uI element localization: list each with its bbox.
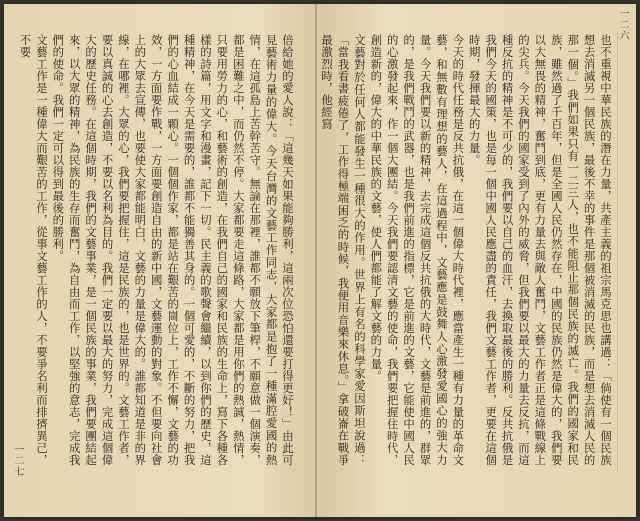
left-page [4, 4, 320, 517]
book-gutter [315, 4, 317, 517]
margin-rule [617, 32, 618, 472]
left-page-number: 一二七 [12, 444, 23, 477]
right-page [320, 4, 636, 517]
book-spread [4, 4, 636, 517]
left-page-text: 倍給她的愛人說：「這幾天如果能夠勝利，這兩次位恐怕還要打得更好！」由此可見藝術力量的偉大。今天台灣的文藝工作同志，大家都是抱了一種滿腔愛國的熱情，在這孤島上苦幹苦守。無論在那裡，誰都不願放下筆桿，不願意做一個演奏，都是困難之中，而仍然不停。大家都要走這條路，大家都是用你們的熱誠，熱情，只要用勞力的心，和藝術的創造，在我們自己的國家和民族的生命上，寫下各種各樣的詩篇，用文字和漫畫，記下一切。民主義的歌聲會繼續，以到你們的歷史，這種精神，在今天是需要的，誰都不能獨善其身的。一個可愛的，不斷的努力，把我們的心血結成一顆心。一個個作家，都是站在艱苦的崗位上，工作不懈，文藝的功效，一方面要作戰，一方面要創造自由的新中國，文藝運動的對象。不但要向社會上的大眾去宣傳，也要使大家都能明白，文藝的力量是偉大的。誰都知道是非的界線，在哪裡。大眾的心，我們要把握住，這是民族的，也是世界的。文藝工作者，要以真誠的心去創造，不要以名利為目的。我們一定要以最大的努力，完成這個偉大的歷史任務。在這個時期，我們的文藝事業，是一個民族的事業，我們要團結起來，以大眾的精神，為民族的生存而奮鬥，為自由而工作，以堅強的意志，完成我們的使命。我們一定可以得到最後的勝利。 文藝工作是一種偉大而艱苦的工作，從事文藝工作的人，不要爭名利而排擠異己，不要 [18, 34, 295, 466]
right-page-number: 一二六 [617, 8, 628, 41]
right-page-text: 也不重視中華民族的潛在力量，共產主義的祖宗馬克思也講過：「倘使有一個民族想去消滅另一個民族，最後不幸的事件是那個被消滅的民族，而是想去消滅人民的那一個。」我們如果只有一二三人，也不能阻止那個民族的滅亡。我們的國家和民族，雖然過了千百年，但是全國人民仍然存在，中國的民族仍然是偉大的，我們要以大無畏的精神，奮鬥到底，更有力量去與敵人奮鬥，文藝工作者正是這條戰線上的尖兵。今天我們的國家受到了內外的威脅，但我們要以最大的力量去反抗，而這種反抗的精神是不可少的，我們要以自己的血汗，去換取最後的勝利。反共抗俄是我們今天的國策，也是每一個中國人民應盡的責任，我們文藝工作者，更要在這個時期，發揮最大的力量。 今天的時代任務是反共抗俄，在這一個偉大時代裡，應當產生一種有力量的革命文藝，和無數有理想的藝人，在這過程中，文藝應是鼓舞人心激發愛國心的強大力量。今天我們要以新的精神，去完成這個反共抗俄的大時代，文藝是前進的，群眾的，是我們戰鬥的武器，也是我們前進的指標，它是前進的文藝，它能使中國人民的心激發起來，作一個大團結。今天我們要認清文藝的使命，我們要把握住時代，創造新的，偉大的中華民族的文藝，使人們都能了解文藝的力量。 文藝對於任何人都能發生一種很大的作用。世界上有名的科學家愛因斯坦說過：「當我看書疲倦了，工作得極端困乏的時候，我便用音樂來休息。」拿破崙在戰爭最激烈時，他經寫 [320, 34, 613, 466]
